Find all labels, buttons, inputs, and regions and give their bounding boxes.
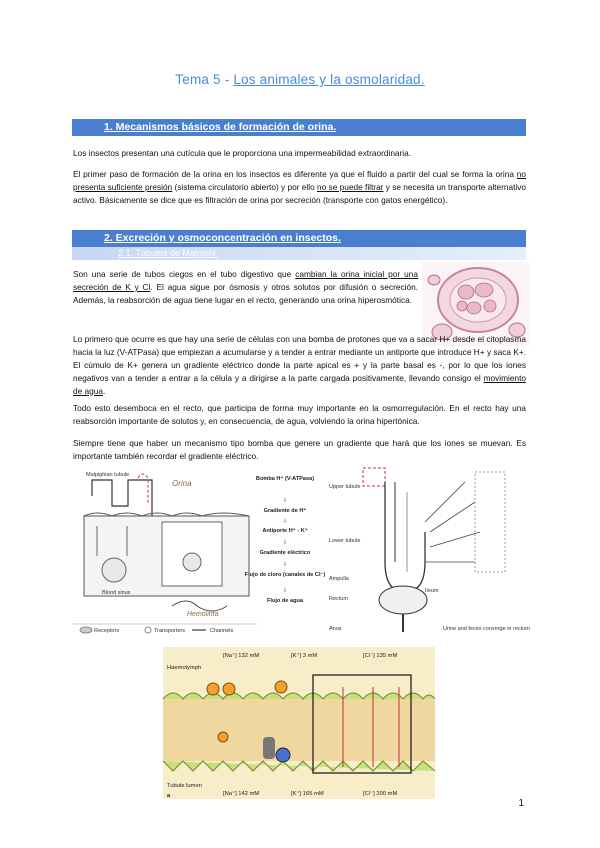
fig4-haemolymph: Haemolymph <box>167 665 202 671</box>
fig4-top-k: [K⁺] 3 mM <box>291 653 318 659</box>
flow-step-5: Flujo de cloro (canales de Cl⁻) <box>244 572 326 578</box>
section-heading-1 <box>72 119 526 136</box>
figure-ion-transport <box>163 647 435 799</box>
figure-flowchart <box>244 472 326 612</box>
fig3-upper-tubule: Upper tubule <box>329 484 361 490</box>
p2-d: no se puede filtrar <box>317 181 384 192</box>
flow-step-1: Bomba H⁺ (V-ATPasa) <box>255 476 315 482</box>
svg-text:⇩: ⇩ <box>282 561 288 568</box>
svg-text:⇩: ⇩ <box>282 539 288 546</box>
subsection-heading-2-1-text: 2.1. Túbulos de Malpighi. <box>118 248 219 258</box>
section-heading-2-text: 2. Excreción y osmoconcentración en insectos. <box>104 232 341 244</box>
fig1-tubule-label: Malpighian tubule <box>86 472 130 478</box>
fig3-anus: Anus <box>329 626 342 632</box>
fig4-bottom-cl: [Cl⁻] 200 mM <box>363 791 398 797</box>
fig4-top-cl: [Cl⁻] 135 mM <box>363 653 398 659</box>
p3-a: Son una serie de tubos ciegos en el tubo digestivo que <box>73 269 296 279</box>
section-heading-1-text: 1. Mecanismos básicos de formación de orina. <box>104 121 337 133</box>
flow-step-6: Flujo de agua <box>266 598 304 604</box>
page-title <box>0 72 600 87</box>
fig1-orina-label: Orina <box>172 479 192 488</box>
p4-a: Lo primero que ocurre es que hay una serie de células con una bomba de protones que va a sacar H+ desde el citoplasma hacia la luz (V-ATPasa) que empiezan a acumularse y a tender a entrar mediante un antiporte que introduce H+ y saca K+. El cúmulo de K+ genera un gradiente eléctrico donde la parte apical es + y la parte basal es -, por lo que los iones negativos van a tender a entrar a la célula y a dirigirse a la parte cargada positivamente, llevando consigo el <box>73 334 526 383</box>
paragraph-1: Los insectos presentan una cutícula que le proporciona una impermeabilidad extraordinaria. <box>73 148 412 158</box>
title-main: Los animales y la osmolaridad. <box>233 72 425 87</box>
fig3-note: Urine and feces converge in rectum <box>443 626 530 632</box>
fig4-bottom-k: [K⁺] 165 mM <box>291 791 324 797</box>
flow-step-2: Gradiente de H⁺ <box>263 508 307 514</box>
fig1-legend-2: Transporters <box>154 628 185 634</box>
svg-text:⇩: ⇩ <box>282 497 288 504</box>
p2-b: no presenta suficiente presión <box>73 169 526 192</box>
fig3-rectum: Rectum <box>329 596 348 602</box>
fig1-legend-3: Channels <box>210 628 234 634</box>
p3-b: cambian la orina inicial por una secreción de K y Cl <box>73 269 418 292</box>
p2-c: (sistema circulatorio abierto) y por ello <box>172 181 318 192</box>
fig4-top-na: [Na⁺] 132 mM <box>223 653 260 659</box>
fig3-ampulla: Ampulla <box>329 576 349 582</box>
paragraph-6: Siempre tiene que haber un mecanismo tipo bomba que genere un gradiente que hará que los iones se muevan. Es importante también recordar el gradiente eléctrico. <box>73 438 526 461</box>
page-number: 1 <box>518 798 524 809</box>
fig4-letter: a <box>167 793 171 799</box>
paragraph-2 <box>73 168 526 207</box>
title-prefix: Tema 5 - <box>175 72 234 87</box>
paragraph-5: Todo esto desemboca en el recto, que participa de forma muy importante en la osmorregulación. En el recto hay una reabsorción importante de solutos y, en consecuencia, de agua, volviendo la orina hipertónica. <box>73 403 526 426</box>
fig1-blood-sinus: Blood sinus <box>102 590 131 596</box>
paragraph-3 <box>73 268 418 307</box>
p2-a: El primer paso de formación de la orina en los insectos es diferente ya que el fluido a partir del cual se forma la orina <box>73 169 517 179</box>
figure-malpighian-cell <box>72 466 257 636</box>
p3-c: . El agua sigue por ósmosis y otros solutos por difusión o secreción. Además, la reabsorción de agua tiene lugar en el recto, generando una orina hiperosmótica. <box>73 281 418 305</box>
fig3-lower-tubule: Lower tubule <box>329 538 361 544</box>
svg-text:⇩: ⇩ <box>282 518 288 525</box>
figure-rectum-schematic <box>325 462 530 638</box>
fig3-ileum: Ileum <box>425 588 439 594</box>
fig4-tubule-lumen: Tubule lumen <box>167 783 202 789</box>
flow-step-3: Antiporte H⁺ - K⁺ <box>262 528 308 534</box>
p4-b: movimiento de agua <box>73 372 526 396</box>
fig1-hemolinfa-label: Hemolinfa <box>187 611 219 618</box>
paragraph-4 <box>73 333 526 398</box>
section-heading-2 <box>72 230 526 247</box>
p2-e: y se necesita un transporte alternativo activo. Básicamente se dice que es filtración de orina por secreción (transporte con gatos energético). <box>73 181 526 205</box>
p4-c: . <box>103 385 106 396</box>
svg-text:⇩: ⇩ <box>282 587 288 594</box>
fig4-bottom-na: [Na⁺] 142 mM <box>223 791 260 797</box>
flow-step-4: Gradiente eléctrico <box>259 550 311 556</box>
subsection-heading-2-1 <box>72 247 526 260</box>
fig1-legend-1: Receptors <box>94 628 120 634</box>
